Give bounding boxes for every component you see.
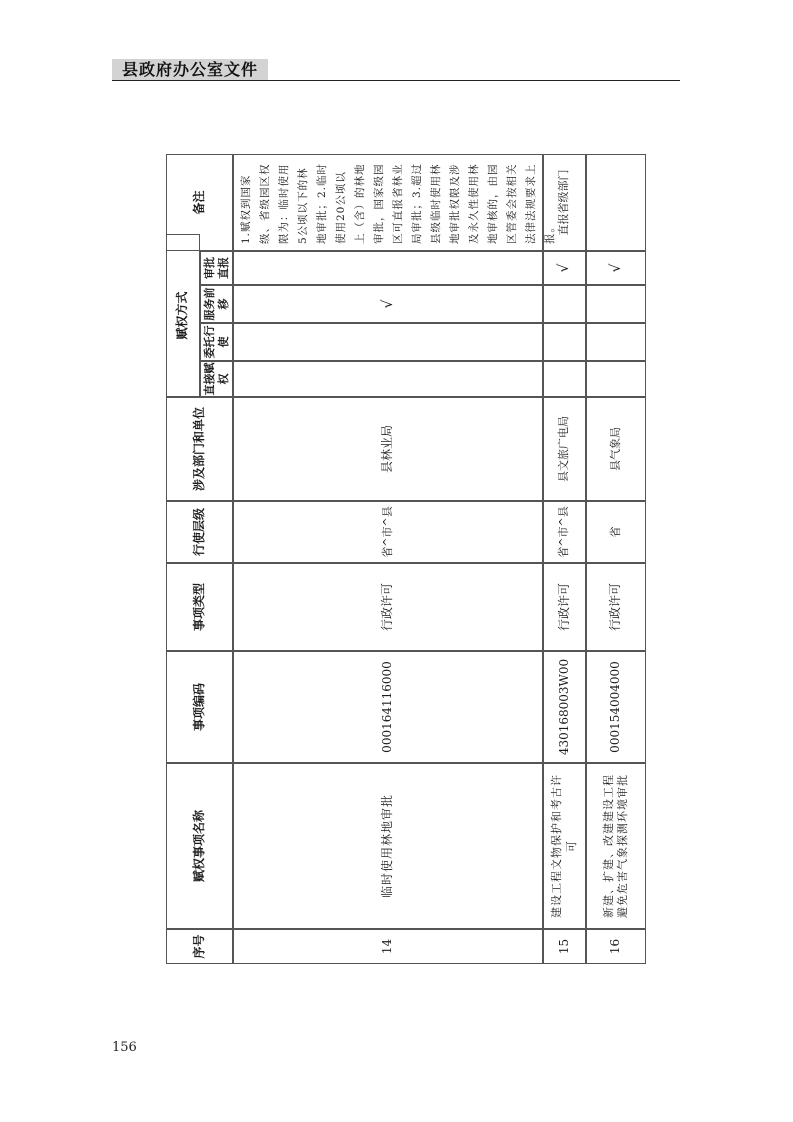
row-16-level: 省 — [586, 501, 646, 563]
row-14-remarks: 1.赋权到国家级、省级园区权限为：临时使用5公顷以下的林地审批；2.临时使用20公顷以上（含）的林地审批，国家级园区可直报省林业局审批；3.超过县级临时使用林地审批权限及涉及永久性使用林地审核的，由园区管委会按相关法律法规要求上报。 — [233, 154, 543, 251]
authorization-table — [166, 154, 646, 964]
row-16-type: 行政许可 — [586, 563, 646, 651]
row-16-code: 000154004000 — [586, 651, 646, 763]
row-15-code: 430168003W00 — [543, 651, 586, 763]
row-15-level: 省^市^县 — [543, 501, 586, 563]
row-14-seq: 14 — [233, 929, 543, 964]
row-15-direct — [543, 361, 586, 397]
row-14-level: 省^市^县 — [233, 501, 543, 563]
header-entrusted-exercise: 委托行使 — [200, 323, 233, 361]
row-15-name: 建设工程文物保护和考古许可 — [543, 763, 586, 929]
row-15-type: 行政许可 — [543, 563, 586, 651]
row-15-department: 县文旅广电局 — [543, 397, 586, 501]
header-remarks: 备注 — [166, 154, 233, 251]
row-16-service — [586, 285, 646, 323]
header-seq: 序号 — [166, 929, 233, 964]
row-16-approve-checkmark: √ — [586, 251, 646, 285]
row-14-entrust — [233, 323, 543, 361]
row-15-seq: 15 — [543, 929, 586, 964]
header-authorization-method: 赋权方式 — [166, 234, 200, 397]
header-department: 涉及部门和单位 — [166, 397, 233, 501]
header-direct-authorization: 直接赋权 — [200, 361, 233, 397]
row-16-remarks — [586, 154, 646, 251]
row-14-service-checkmark: √ — [233, 285, 543, 323]
row-16-seq: 16 — [586, 929, 646, 964]
page-number: 156 — [112, 1040, 137, 1055]
document-header-title: 县政府办公室文件 — [122, 60, 259, 79]
header-item-name: 赋权事项名称 — [166, 763, 233, 929]
row-14-approve — [233, 251, 543, 285]
header-service-forward: 服务前移 — [200, 285, 233, 323]
row-16-direct — [586, 361, 646, 397]
row-15-approve-checkmark: √ — [543, 251, 586, 285]
row-14-direct — [233, 361, 543, 397]
header-exercise-level: 行使层级 — [166, 501, 233, 563]
row-14-department: 县林业局 — [233, 397, 543, 501]
row-15-remarks: 直报省级部门 — [543, 154, 586, 251]
row-16-name: 新建、扩建、改建建设工程避免危害气象探测环境审批 — [586, 763, 646, 929]
row-16-entrust — [586, 323, 646, 361]
header-item-code: 事项编码 — [166, 651, 233, 763]
row-15-entrust — [543, 323, 586, 361]
row-14-code: 000164116000 — [233, 651, 543, 763]
header-divider — [112, 80, 680, 81]
header-direct-approval: 审批直报 — [200, 251, 233, 285]
row-14-name: 临时使用林地审批 — [233, 763, 543, 929]
row-15-service — [543, 285, 586, 323]
header-item-type: 事项类型 — [166, 563, 233, 651]
row-14-type: 行政许可 — [233, 563, 543, 651]
row-16-department: 县气象局 — [586, 397, 646, 501]
